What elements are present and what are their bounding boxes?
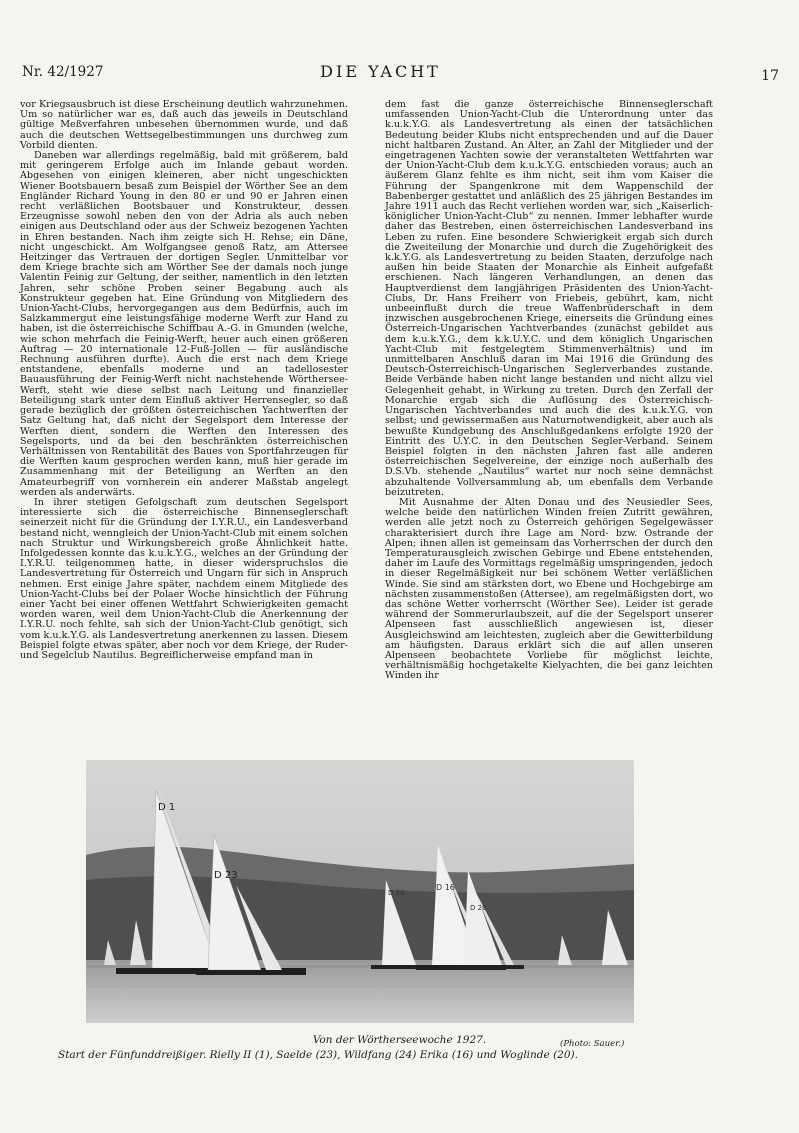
sail-number: D 20 — [470, 904, 487, 912]
issue-number: Nr. 42/1927 — [22, 64, 104, 80]
page-number: 17 — [761, 68, 779, 84]
regatta-photo — [86, 760, 634, 1023]
paragraph: Daneben war allerdings regelmäßig, bald mit größerem, bald mit geringerem Erfolge auch im Inlande gebaut worden. Abgesehen von einigen kleineren, aber nicht ungeschickten Wiener Bootsbauern besaß zum Beispiel der Wörther See an dem Engländer Richard Young in den 80 er und 90 er Jahren einen recht verläßlichen Bootsbauer und Konstrukteur, dessen Erzeugnisse sowohl neben den von der Adria als auch neben einigen aus Deutschland oder aus der Schweiz bezogenen Yachten in Ehren bestanden. Nach ihm zeigte sich H. Rehse, ein Däne, nicht ungeschickt. Am Wolfgangsee genoß Ratz, am Attersee Heitzinger das Vertrauen der dortigen Segler. Unmittelbar vor dem Kriege brachte sich am Wörther See der damals noch junge Valentin Feinig zur Geltung, der seither, namentlich in den letzten Jahren, sehr schöne Proben seiner Begabung auch als Konstrukteur gegeben hat. Eine Gründung von Mitgliedern des Union-Yacht-Clubs, hervorgegangen aus dem Bedürfnis, auch im Salzkammergut eine leistungsfähige moderne Werft zur Hand zu haben, ist die österreichische Schiffbau A.-G. in Gmunden (welche, wie schon mehrfach die Feinig-Werft, heuer auch einen größeren Auftrag — 20 internationale 12-Fuß-Jollen — für ausländische Rechnung ausführen durfte). Auch die erst nach dem Kriege entstandene, ebenfalls moderne und an tadellosester Bauausführung der Feinig-Werft nicht nachstehende Wörthersee-Werft, steht wie diese selbst nach Leitung und finanzieller Beteiligung stark unter dem Einfluß aktiver Herrensegler, so daß gerade bezüglich der größten österreichischen Yachtwerften der Satz Geltung hat, daß nicht der Segelsport dem Interesse der Werften dient, sondern die Werften den Interessen des Segelsports, und da bei den beschränkten österreichischen Verhältnissen von Rentabilität des Baues von Sportfahrzeugen für die Werften kaum gesprochen werden kann, muß hier gerade im Zusammenhang mit der Beteiligung an Werften an den Amateurbegriff von vornherein ein anderer Maßstab angelegt werden als anderwärts. — [20, 150, 348, 498]
paragraph: dem fast die ganze österreichische Binnenseglerschaft umfassenden Union-Yacht-Club die Unterordnung unter das k.u.k.Y.G. als Landesvertretung als einen der tatsächlichen Bedeutung beider Klubs nicht entsprechenden und auf die Dauer nicht haltbaren Zustand. An Alter, an Zahl der Mitglieder und der eingetragenen Yachten sowie der veranstalteten Wettfahrten war der Union-Yacht-Club dem k.u.k.Y.G. entschieden voraus; auch an äußerem Glanz fehlte es ihm nicht, seit ihm vom Kaiser die Führung der Spangenkrone mit dem Wappenschild der Babenberger gestattet und anläßlich des 25 jährigen Bestandes im Jahre 1911 auch das Recht verliehen worden war, sich „Kaiserlich-königlicher Union-Yacht-Club“ zu nennen. Immer lebhafter wurde daher das Bestreben, einen österreichischen Landesverband ins Leben zu rufen. Eine besondere Schwierigkeit ergab sich durch die Zweiteilung der Monarchie und durch die Zugehörigkeit des k.k.Y.G. als Landesvertretung zu beiden Staaten, derzufolge nach außen hin beide Staaten der Monarchie als Einheit aufgefaßt erschienen. Nach längeren Verhandlungen, an denen das Hauptverdienst dem langjährigen Präsidenten des Union-Yacht-Clubs, Dr. Hans Freiherr von Friebeis, gebührt, kam, nicht unbeeinflußt durch die treue Waffenbrüderschaft in dem inzwischen ausgebrochenen Kriege, einerseits die Gründung eines Österreich-Ungarischen Yachtverbandes (zunächst gebildet aus dem k.u.k.Y.G., dem k.k.U.Y.C. und dem königlich Ungarischen Yacht-Club mit festgelegtem Stimmenverhältnis) und im unmittelbaren Anschluß daran im Mai 1916 die Gründung des Deutsch-Österreichisch-Ungarischen Seglerverbandes zustande. Beide Verbände haben nicht lange bestanden und nicht allzu viel Gelegenheit gehabt, in Wirkung zu treten. Durch den Zerfall der Monarchie ergab sich die Auflösung des Österreichisch-Ungarischen Yachtverbandes und auch die des k.u.k.Y.G. von selbst; und gewissermaßen aus Naturnotwendigkeit, aber auch als bewußte Kundgebung des Anschlußgedankens erfolgte 1920 der Eintritt des U.Y.C. in den Deutschen Segler-Verband. Seinem Beispiel folgten in den nächsten Jahren fast alle anderen österreichischen Segelvereine, der einzige noch außerhalb des D.S.Vb. stehende „Nautilus“ wartet nur noch seine demnächst abzuhaltende Vollversammlung ab, um ebenfalls dem Verbande beizutreten. — [385, 99, 713, 498]
right-column — [385, 100, 713, 682]
photo-credit: (Photo: Sauer.) — [560, 1039, 625, 1049]
photo-caption-title: Von der Wörtherseewoche 1927. — [312, 1034, 487, 1046]
paragraph: vor Kriegsausbruch ist diese Erscheinung deutlich wahrzunehmen. Um so natürlicher war es, daß auch das jeweils in Deutschland gültige Meßverfahren unbesehen übernommen wurde, und daß auch die deutschen Wettsegelbestimmungen uns durchweg zum Vorbild dienten. — [20, 99, 348, 151]
page-header — [22, 62, 779, 84]
sail-number: D 24 — [388, 889, 405, 897]
sail-number: D 1 — [158, 802, 176, 813]
sail-number: D 23 — [214, 870, 238, 881]
photo-caption: Start der Fünfunddreißiger. Rielly II (1), Saelde (23), Wildfang (24) Erika (16) und Woglinde (20). — [58, 1049, 578, 1061]
magazine-title: DIE YACHT — [320, 62, 441, 81]
left-column — [20, 100, 348, 661]
paragraph: Mit Ausnahme der Alten Donau und des Neusiedler Sees, welche beide den natürlichen Winden freien Zutritt gewähren, werden alle jetzt noch zu Österreich gehörigen Segelgewässer charakterisiert durch ihre Lage am Nord- bzw. Ostrande der Alpen; ihnen allen ist gemeinsam das Vorherrschen der durch den Temperaturausgleich zwischen Gebirge und Ebene entstehenden, daher im Laufe des Vormittags regelmäßig umspringenden, jedoch in dieser Regelmäßigkeit nur bei schönem Wetter verläßlichen Winde. Sie sind am stärksten dort, wo Ebene und Hochgebirge am nächsten zusammenstoßen (Attersee), am regelmäßigsten dort, wo das schöne Wetter vorherrscht (Wörther See). Leider ist gerade während der Sommerurlaubszeit, auf die der Segelsport unserer Alpenseen fast ausschließlich angewiesen ist, dieser Ausgleichswind am leichtesten, zugleich aber die Gewitterbildung am häufigsten. Daraus erklärt sich die auf allen unseren Alpenseen beobachtete Vorliebe für möglichst leichte, verhältnismäßig hochgetakelte Kielyachten, die bei ganz leichten Winden ihr — [385, 496, 713, 682]
sail-number: D 16 — [436, 883, 455, 892]
paragraph: In ihrer stetigen Gefolgschaft zum deutschen Segelsport interessierte sich die österreichische Binnenseglerschaft seinerzeit nicht für die Gründung der I.Y.R.U., ein Landesverband bestand nicht, wenngleich der Union-Yacht-Club mit einem solchen nach Struktur und Wirkungsbereich große Ähnlichkeit hatte. Infolgedessen konnte das k.u.k.Y.G., welches an der Gründung der I.Y.R.U. teilgenommen hatte, in dieser widerspruchslos die Landesvertretung für Österreich und Ungarn für sich in Anspruch nehmen. Erst einige Jahre später, nachdem einem Mitgliede des Union-Yacht-Clubs bei der Polaer Woche hinsichtlich der Führung einer Yacht bei einer offenen Wettfahrt Schwierigkeiten gemacht worden waren, weil dem Union-Yacht-Club die Anerkennung der I.Y.R.U. noch fehlte, sah sich der Union-Yacht-Club genötigt, sich vom k.u.k.Y.G. als Landesvertretung anerkennen zu lassen. Diesem Beispiel folgte etwas später, aber noch vor dem Kriege, der Ruder- und Segelclub Nautilus. Begreiflicherweise empfand man in — [20, 496, 348, 661]
